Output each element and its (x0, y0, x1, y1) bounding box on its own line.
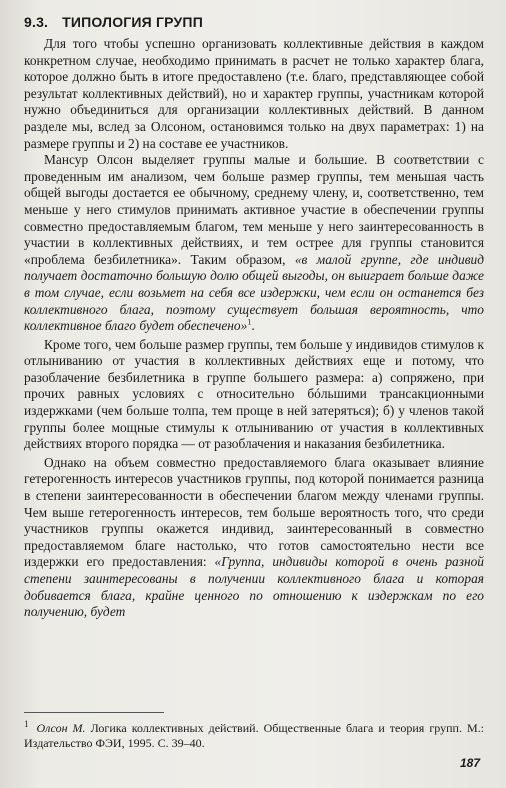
paragraph-4 (24, 455, 484, 621)
paragraph-2-end: . (251, 318, 255, 334)
paragraph-2 (24, 152, 484, 335)
paragraph-1: Для того чтобы успешно организовать коллективные действия в каждом конкретном случае, необходимо принимать в расчет не только характер блага, которое должно быть в итоге предоставлено (т.е. благо, представляющее собой результат коллективных действий), но и характер группы, участникам которой нужно объединиться для организации коллективных действий. В данном разделе мы, вслед за Олсоном, остановимся только на двух параметрах: 1) на размере группы и 2) на составе ее участников. (24, 36, 484, 151)
paragraph-2-quote: «в малой группе, где индивид получает достаточно большую долю общей выгоды, он выиграет больше даже в том случае, если возьмет на себя все издержки, чем если он останется без коллективного блага, поэтому существует большая вероятность, что коллективное благо будет обеспечено» (24, 251, 484, 334)
section-number: 9.3. (24, 14, 49, 30)
footnote-reference[interactable]: 1 (247, 317, 252, 327)
footnote-author: Олсон М. (36, 721, 86, 735)
body-text (24, 36, 484, 621)
paragraph-2-text: Мансур Олсон выделяет группы малые и большие. В соответствии с проведенным им анализом, чем больше размер группы, тем меньшая часть общей выгоды достается ее обычному, среднему члену, и, соответственно, тем меньше у него стимулов принимать активное участие в обеспечении группы совместно предоставляемым благом, тем меньше у него заинтересованность в участии в коллективных действиях, и тем острее для группы становится «проблема безбилетника». Таким образом, (24, 152, 484, 267)
paragraph-4-text: Однако на объем совместно предоставляемого блага оказывает влияние гетерогенность интересов участников группы, под которой понимается разница в степени заинтересованности в обеспечении благом между членами группы. Чем выше гетерогенность интересов, тем больше вероятность того, что среди участников группы окажется индивид, заинтересованный в совместно предоставляемом благе настолько, что готов самостоятельно нести все издержки его предоставления: (24, 454, 484, 570)
page-number: 187 (459, 756, 480, 770)
footnote-text: Логика коллективных действий. Общественные блага и теория групп. М.: Издательство ФЭИ, 1995. С. 39–40. (24, 721, 484, 750)
paragraph-4-quote: «Группа, индивиды которой в очень разной степени заинтересованы в получении коллективного блага и которая добивается блага, крайне ценного по отношению к издержкам по его получению, будет (24, 554, 484, 620)
section-title: ТИПОЛОГИЯ ГРУПП (62, 14, 203, 30)
footnote (24, 717, 484, 750)
footnote-divider (24, 712, 164, 713)
paragraph-3: Кроме того, чем больше размер группы, тем больше у индивидов стимулов к отлыниванию от участия в коллективных действиях еще и потому, что разоблачение безбилетника в группе большего размера: а) сопряжено, при прочих равных условиях с относительно бóльшими трансакционными издержками (чем больше толпа, тем проще в ней затеряться); б) у членов такой группы более мощные стимулы к отлыниванию от участия в коллективных действиях второго порядка — от разоблачения и наказания безбилетника. (24, 336, 484, 452)
footnote-number: 1 (24, 719, 29, 729)
section-heading (24, 14, 484, 30)
